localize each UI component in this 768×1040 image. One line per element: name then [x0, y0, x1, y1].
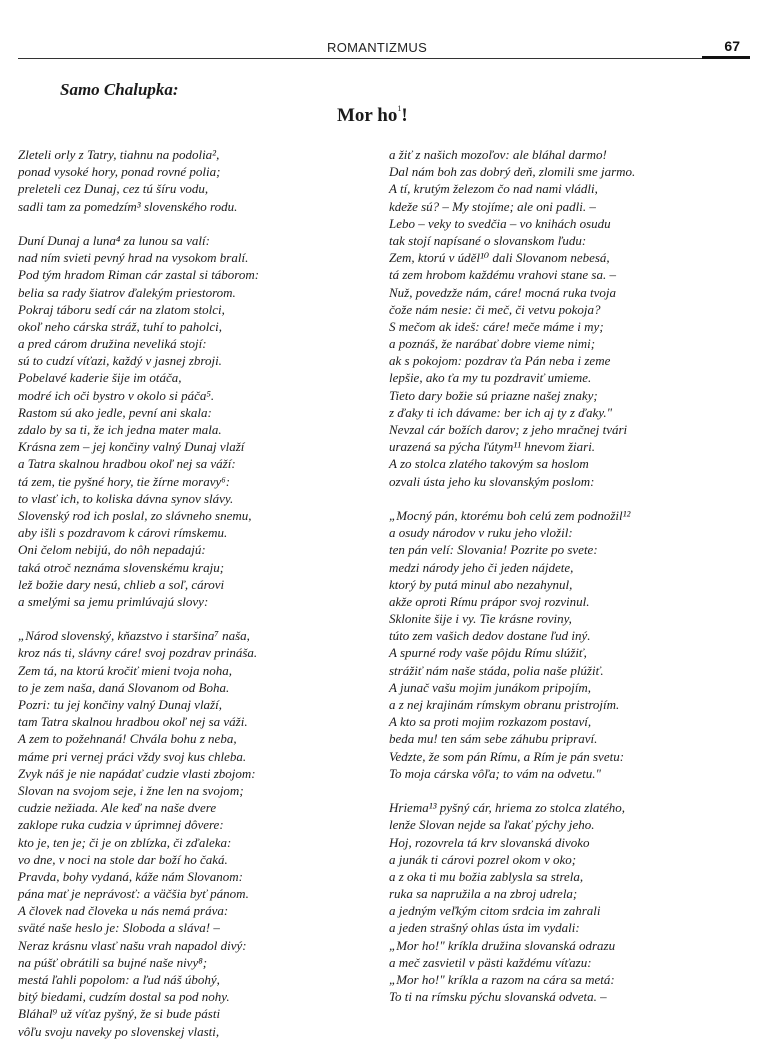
verse-line: pána mať je neprávosť: a väčšia byť pánom. [18, 886, 249, 902]
verse-line: Pod tým hradom Riman cár zastal si táborom: [18, 267, 260, 283]
header-rule-accent [702, 56, 750, 59]
verse-line: túto zem vašich dedov dostane ľud iný. [389, 628, 591, 644]
verse-line: Bláhal⁹ už víťaz pyšný, že si bude pásti [18, 1006, 221, 1022]
verse-line: kdeže sú? – My stojíme; ale oni padli. – [389, 198, 596, 214]
verse-line: Zvyk náš je nie napádať cudzie vlasti zbojom: [18, 765, 256, 781]
verse-line: to vlasť ich, to koliska dávna synov slávy. [18, 490, 234, 506]
verse-line: a junák ti cárovi pozrel okom v oko; [389, 851, 577, 867]
header-rule [18, 58, 750, 59]
verse-line: Lebo – veky to svedčia – vo knihách osudu [389, 215, 611, 231]
verse-line: A spurné rody vaše pôjdu Rímu slúžiť, [389, 645, 587, 661]
verse-line: tá zem hrobom každému vrahovi stane sa. – [389, 267, 616, 283]
verse-line: A tí, krutým železom čo nad nami vládli, [389, 181, 598, 197]
verse-line: A zem to požehnaná! Chvála bohu z neba, [18, 731, 237, 747]
verse-line: „Mor ho!" kríkla družina slovanská odrazu [389, 937, 616, 953]
verse-line: Zem, ktorú v úděl¹⁰ dali Slovanom nebesá, [389, 250, 610, 266]
verse-line: Hriema¹³ pyšný cár, hriema zo stolca zlatého, [389, 800, 625, 816]
verse-line: Nuž, povedzže nám, cáre! mocná ruka tvoja [389, 284, 616, 300]
verse-line: Vedzte, že som pán Rímu, a Rím je pán svetu: [389, 748, 625, 764]
verse-line: lenže Slovan nejde sa ľakať pýchy jeho. [389, 817, 595, 833]
verse-line: ruka sa napružila a na zbroj udrela; [389, 886, 578, 902]
verse-line: „Mocný pán, ktorému boh celú zem podnožil¹² [389, 507, 631, 523]
verse-line: urazená sa pýcha ľútym¹¹ hnevom žiari. [389, 439, 596, 455]
verse-line: Zem tá, na ktorú kročiť mieni tvoja noha, [18, 662, 233, 678]
verse-line: a jedným veľkým citom srdcia im zahrali [389, 903, 601, 919]
verse-line: strážiť nám naše stáda, polia naše plúžiť. [389, 662, 604, 678]
verse-line: A kto sa proti mojim rozkazom postaví, [389, 714, 592, 730]
verse-line: sú to cudzí víťazi, každý v jasnej zbroji. [18, 353, 222, 369]
verse-line: medzi národy jeho či jeden nájdete, [389, 559, 574, 575]
verse-line: Hoj, rozovrela tá krv slovanská divoko [389, 834, 590, 850]
author-name: Samo Chalupka: [60, 80, 179, 99]
stanza-break [18, 610, 358, 627]
verse-line: akže oproti Rímu prápor svoj rozvinul. [389, 593, 590, 609]
poem-column-left [18, 146, 358, 1040]
poem-title-footnote: 1 [397, 104, 402, 113]
verse-line: To ti na rímsku pýchu slovanská odveta. – [389, 989, 607, 1005]
verse-line: Tieto dary božie sú priazne našej znaky; [389, 387, 598, 403]
verse-line: Nevzal cár božích darov; z jeho mračnej tvári [389, 422, 628, 437]
verse-line: sväté naše heslo je: Sloboda a sláva! – [18, 920, 220, 936]
verse-line: taká otroč neznáma slovenskému kraju; [18, 559, 225, 575]
verse-line: čože nám nesie: či meč, či vetvu pokoja? [389, 301, 601, 317]
verse-line: A človek nad človeka u nás nemá práva: [18, 903, 229, 919]
verse-line: lež božie dary nesú, chlieb a soľ, cárovi [18, 576, 225, 592]
verse-line: Pozri: tu jej končiny valný Dunaj vlaží, [18, 697, 222, 712]
verse-line: ten pán velí: Slovania! Pozrite po svete: [389, 542, 598, 558]
verse-line: sadli tam za pomedzím³ slovenského rodu. [18, 198, 238, 214]
poem-title [337, 104, 408, 127]
verse-line: preleteli cez Dunaj, cez tú šíru vodu, [18, 181, 209, 197]
verse-line: a osudy národov v ruku jeho vložil: [389, 525, 573, 541]
verse-line: Oni čelom nebijú, do nôh nepadajú: [18, 542, 206, 558]
verse-line: ponad vysoké hory, ponad rovné polia; [18, 164, 221, 180]
verse-line: a z oka ti mu božia zablysla sa strela, [389, 868, 584, 884]
verse-line: máme pri vernej práci vždy svoj kus chleba. [18, 748, 247, 764]
verse-line: zaklope ruka cudzia v úprimnej dôvere: [18, 817, 224, 833]
verse-line: mestá ľahli popolom: a ľud náš úbohý, [18, 972, 220, 987]
verse-line: nad ním svieti pevný hrad na vysokom bralí. [18, 250, 249, 266]
verse-line: to je zem naša, daná Slovanom od Boha. [18, 679, 230, 695]
verse-line: beda mu! ten sám sebe záhubu pripraví. [389, 731, 598, 747]
verse-line: ozvali ústa jeho ku slovanským poslom: [389, 473, 595, 489]
running-header: ROMANTIZMUS [327, 40, 428, 55]
verse-line: Krásna zem – jej končiny valný Dunaj vlaží [18, 439, 245, 455]
verse-line: A junač vašu mojim junákom pripojím, [389, 679, 591, 695]
verse-line: „Národ slovenský, kňazstvo i staršina⁷ naša, [18, 628, 250, 644]
verse-line: Pokraj táboru sedí cár na zlatom stolci, [18, 301, 225, 317]
verse-line: Neraz krásnu vlasť našu vrah napadol divý: [18, 937, 247, 953]
verse-line: Slovan na svojom seje, i žne len na svojom; [18, 782, 244, 798]
stanza-break [18, 215, 358, 232]
verse-line: Slovenský rod ich poslal, zo slávneho snemu, [18, 507, 252, 523]
verse-line: A zo stolca zlatého takovým sa hoslom [389, 456, 589, 472]
verse-line: zdalo by sa ti, že ich jedna mater mala. [18, 422, 222, 437]
verse-line: S mečom ak ideš: cáre! meče máme i my; [389, 318, 604, 334]
verse-line: okoľ neho cárska stráž, tuhí to paholci, [18, 318, 223, 334]
verse-line: „Mor ho!" kríkla a razom na cára sa metá: [389, 972, 615, 987]
verse-line: a poznáš, že narábať dobre vieme nimi; [389, 336, 596, 352]
verse-line: Pobelavé kaderie šije im otáča, [18, 370, 182, 386]
verse-line: aby išli s pozdravom k cárovi rímskemu. [18, 525, 228, 541]
verse-line: Pravda, bohy vydaná, káže nám Slovanom: [18, 868, 243, 884]
verse-line: modré ich oči bystro v okolo si páča⁵. [18, 387, 215, 403]
verse-line: Zleteli orly z Tatry, tiahnu na podolia², [18, 147, 220, 162]
verse-line: bitý biedami, cudzím dostal sa pod nohy. [18, 989, 230, 1005]
verse-line: belia sa rady šiatrov ďalekým priestorom. [18, 284, 236, 300]
page-number: 67 [724, 38, 740, 54]
verse-line: tak stojí napísané o slovanskom ľudu: [389, 232, 587, 248]
verse-line: z ďaky ti ich dávame: ber ich aj ty z ďaky." [389, 404, 613, 420]
verse-line: To moja cárska vôľa; to vám na odvetu." [389, 765, 601, 781]
verse-line: cudzie nežiada. Ale keď na naše dvere [18, 800, 217, 816]
verse-line: vo dne, v noci na stole dar boží ho čaká. [18, 851, 228, 867]
verse-line: Duní Dunaj a luna⁴ za lunou sa valí: [18, 232, 210, 248]
verse-line: a smelými sa jemu primlúvajú slovy: [18, 593, 209, 609]
verse-line: na púšť obrátili sa bujné naše nivy⁸; [18, 954, 208, 970]
stanza-break [389, 782, 749, 799]
verse-line: lepšie, ako ťa my tu pozdraviť umieme. [389, 370, 592, 386]
verse-line: Rastom sú ako jedle, pevní ani skala: [18, 404, 212, 420]
verse-line: Sklonite šije i vy. Tie krásne roviny, [389, 611, 572, 627]
verse-line: Dal nám boh zas dobrý deň, zlomili sme jarmo. [389, 164, 636, 180]
verse-line: a pred cárom družina neveliká stojí: [18, 336, 207, 352]
verse-line: a meč zasvietil v pästi každému víťazu: [389, 954, 592, 970]
poem-column-right [389, 146, 749, 1005]
poem-title-text: Mor ho [337, 105, 398, 126]
verse-line: ak s pokojom: pozdrav ťa Pán neba i zeme [389, 353, 611, 369]
verse-line: tam Tatra skalnou hradbou okoľ nej sa váži. [18, 714, 248, 730]
verse-line: kto je, ten je; či je on zblízka, či zďaleka: [18, 834, 232, 850]
verse-line: a Tatra skalnou hradbou okoľ nej sa váží: [18, 456, 236, 472]
verse-line: tá zem, tie pyšné hory, tie žírne moravy⁶: [18, 473, 231, 489]
verse-line: a z nej krajinám rímskym obranu pristrojím. [389, 697, 620, 712]
verse-line: vôľu svoju naveky po slovenskej vlasti, [18, 1023, 220, 1039]
stanza-break [389, 490, 749, 507]
verse-line: kroz nás ti, slávny cáre! svoj pozdrav prináša. [18, 645, 258, 661]
verse-line: ktorý by putá minul abo nezahynul, [389, 576, 573, 592]
verse-line: a žiť z našich mozoľov: ale bláhal darmo! [389, 147, 607, 162]
verse-line: a jeden strašný ohlas ústa im vydali: [389, 920, 580, 936]
poem-title-end: ! [401, 105, 408, 126]
